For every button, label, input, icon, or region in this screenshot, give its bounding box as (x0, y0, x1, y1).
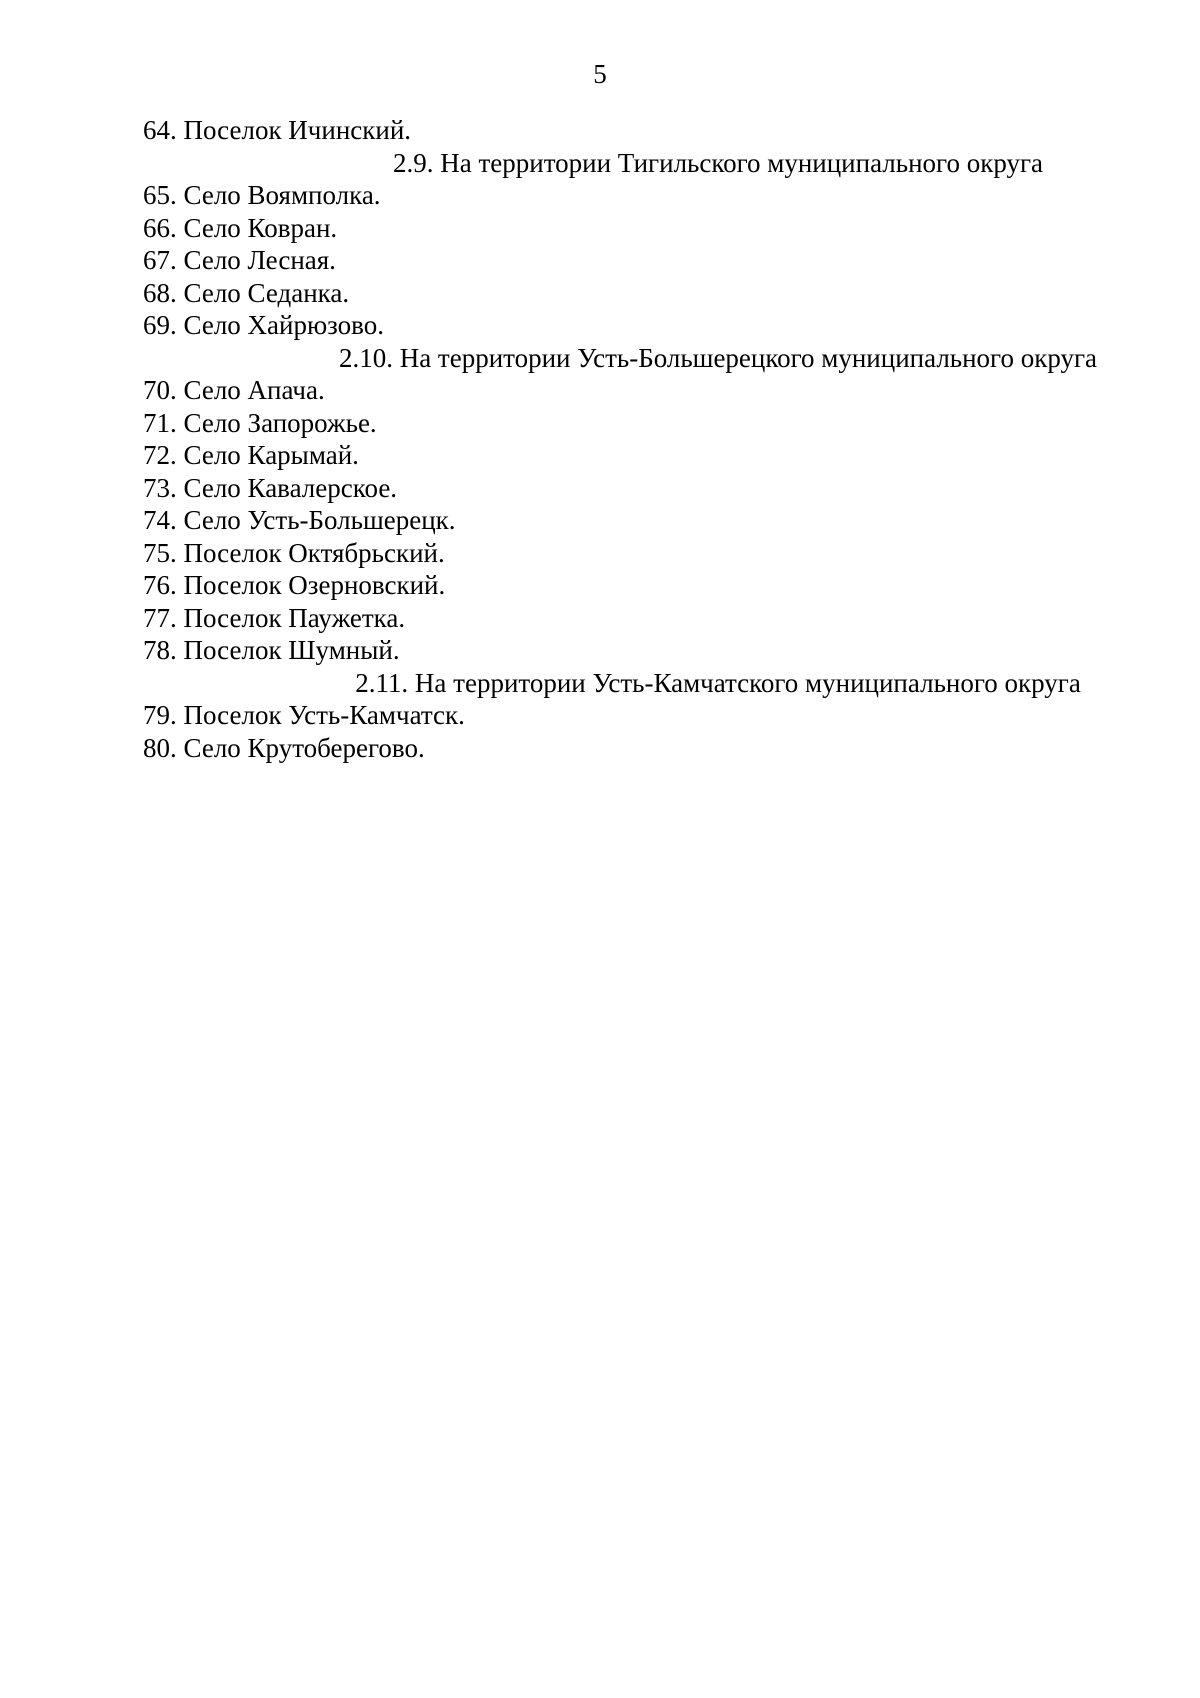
list-item: 65. Село Воямполка. (143, 180, 381, 210)
list-item: 76. Поселок Озерновский. (143, 570, 446, 600)
document-body (143, 114, 1103, 764)
list-item: 66. Село Ковран. (143, 212, 338, 243)
list-item: 78. Поселок Шумный. (143, 635, 400, 665)
list-item: 75. Поселок Октябрьский. (143, 537, 445, 568)
list-item: 79. Поселок Усть-Камчатск. (143, 700, 465, 730)
list-item: 71. Село Запорожье. (143, 407, 377, 438)
section-heading: 2.11. На территории Усть-Камчатского муниципального округа (355, 667, 1081, 698)
list-item: 70. Село Апача. (143, 375, 325, 405)
page-number: 5 (593, 59, 607, 89)
list-item: 64. Поселок Ичинский. (143, 115, 412, 145)
list-item: 77. Поселок Паужетка. (143, 602, 406, 633)
list-item: 74. Село Усть-Большерецк. (143, 505, 456, 535)
list-item: 80. Село Крутоберегово. (143, 732, 425, 763)
section-heading: 2.9. На территории Тигильского муниципального округа (392, 147, 1044, 178)
section-heading: 2.10. На территории Усть-Большерецкого муниципального округа (338, 342, 1098, 373)
list-item: 73. Село Кавалерское. (143, 472, 398, 503)
list-item: 72. Село Карымай. (143, 440, 359, 470)
list-item: 68. Село Седанка. (143, 277, 350, 308)
list-item: 67. Село Лесная. (143, 245, 336, 275)
list-item: 69. Село Хайрюзово. (143, 310, 384, 340)
